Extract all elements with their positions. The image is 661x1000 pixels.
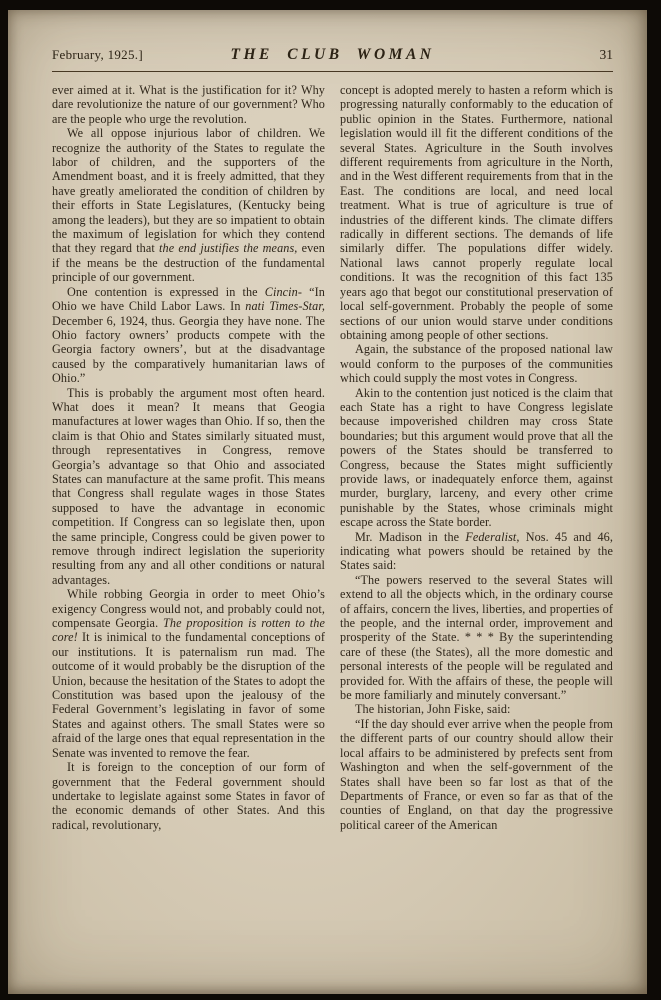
text-run: One contention is expressed in the: [67, 284, 265, 299]
paragraph: [52, 760, 325, 832]
paragraph: [52, 83, 325, 126]
text-run: It is foreign to the conception of our form of government that the Federal government should undertake to legislate against some States in favor of the economic demands of other States. And this radical, revolutionary,: [52, 760, 325, 832]
right-column: [340, 83, 613, 832]
text-run: even if the means be the destruction of the fundamental principle of our government.: [52, 241, 325, 285]
text-run: Nos. 45 and 46, indicating what powers should be retained by the States said:: [340, 529, 613, 573]
text-run: ever aimed at it. What is the justification for it? Why dare revolutionize the nature of our government? Who are the people who urge the revolution.: [52, 83, 325, 126]
page-header: [52, 46, 613, 64]
paragraph: [340, 530, 613, 573]
paragraph: [52, 285, 325, 386]
article-body: [52, 83, 613, 832]
issue-date: February, 1925.]: [52, 47, 143, 62]
italic-text-run: nati Times-Star,: [245, 299, 325, 314]
paragraph: [340, 342, 613, 385]
text-run: December 6, 1924, thus. Georgia they have none. The Ohio factory owners’ products compete with the Georgia factory owners’, but at the disadvantage caused by the comparatively humanitarian laws of Ohio.”: [52, 313, 325, 386]
text-run: Akin to the contention just noticed is the claim that each State has a right to have Congress legislate because impoverished children may cross State boundaries; but this argument would prove that all the powers of the States should be transferred to Congress, because the States might sufficiently provide laws, or inadequately enforce them, against murder, burglary, larceny, and every other crime punishable by the States, whose criminals might escape across the State border.: [340, 385, 613, 530]
paragraph: [52, 126, 325, 284]
italic-text-run: the end justifies the means,: [159, 241, 298, 256]
text-run: “In Ohio we have Child Labor Laws. In: [52, 284, 325, 314]
text-run: The historian, John Fiske, said:: [355, 702, 511, 717]
text-run: Mr. Madison in the: [355, 529, 466, 544]
paragraph: [340, 386, 613, 530]
paragraph: [52, 587, 325, 760]
text-run: Again, the substance of the proposed national law would conform to the purposes of the communities which could supply the most votes in Congress.: [340, 342, 613, 386]
paragraph: [340, 717, 613, 832]
paragraph: [340, 573, 613, 703]
text-run: “The powers reserved to the several States will extend to all the objects which, in the ordinary course of affairs, concern the lives, liberties, and properties of the people, and the internal order, improvement and prosperity of the State. * * * By the superintending care of these (the States), all the more domestic and personal interests of the people will be regulated and provided for. With the affairs of these, the people will be more familiarly and minutely conversant.”: [340, 572, 613, 703]
text-run: concept is adopted merely to hasten a reform which is progressing naturally conformably to the education of public opinion in the States. Furthermore, national legislation would ill fit the different conditions of the several States. Agriculture in the South involves different requirements from agriculture in the North, and in the West different requirements from that in the East. The conditions are local, and need local treatment. What is true of agriculture is true of industries of the different kinds. The climate differs radically in different sections. The demands of life similarly differ. The populations differ widely. National laws cannot properly regulate local conditions. It was the recognition of this fact 135 years ago that begot our constitutional preservation of local self-government. Probably the people of some sections of our union would starve under conditions obtaining among people of other sections.: [340, 83, 613, 342]
italic-text-run: Federalist,: [465, 529, 520, 544]
magazine-page: [8, 10, 647, 994]
paragraph: [340, 83, 613, 342]
italic-text-run: The proposition is rotten to the core!: [52, 616, 325, 645]
text-run: This is probably the argument most often heard. What does it mean? It means that Geogia manufactures at lower wages than Ohio. If so, then the claim is that Ohio and States similarly situated must, through representatives in Congress, remove Georgia’s advantage so that Ohio and associated States can manufacture at the same profit. This means that Congress shall regulate wages in those States supposed to have the advantage in economic competition. If Congress can so legislate then, upon the same principle, Congress could be given power to remove through indirect legislation the superiority resulting from any and all other conditions or natural advantages.: [52, 385, 325, 587]
text-run: While robbing Georgia in order to meet Ohio’s exigency Congress would not, and probably could not, compensate Georgia.: [52, 587, 325, 631]
italic-text-run: Cincin-: [264, 284, 303, 299]
left-column: [52, 83, 325, 832]
publication-title: THE CLUB WOMAN: [230, 46, 435, 63]
header-rule: [52, 71, 613, 72]
paragraph: [52, 386, 325, 588]
page-number: 31: [599, 47, 613, 62]
paragraph: [340, 702, 613, 716]
text-run: “If the day should ever arrive when the people from the different parts of our country should allow their local affairs to be administered by prefects sent from Washington and when the self-government of the States shall have been so far lost as that of the Departments of France, or even so far as that of the counties of England, on that day the progressive political career of the American: [340, 716, 613, 832]
text-run: It is inimical to the fundamental conceptions of our institutions. It is paternalism run mad. The outcome of it would probably be the disruption of the Union, because the hesitation of the States to adopt the Constitution was based upon the jealousy of the Federal Government’s legislating in favor of some States and against others. The small States were so afraid of the large ones that equal representation in the Senate was invented to remove the fear.: [52, 630, 325, 760]
text-run: We all oppose injurious labor of children. We recognize the authority of the States to regulate the labor of children, and the supporters of the Amendment boast, and it is freely admitted, that they have greatly ameliorated the condition of children by their efforts in State Legislatures, (Kentucky being among the leaders), but they are so impatient to obtain the maximum of legislation for which they contend that they regard that: [52, 126, 325, 256]
